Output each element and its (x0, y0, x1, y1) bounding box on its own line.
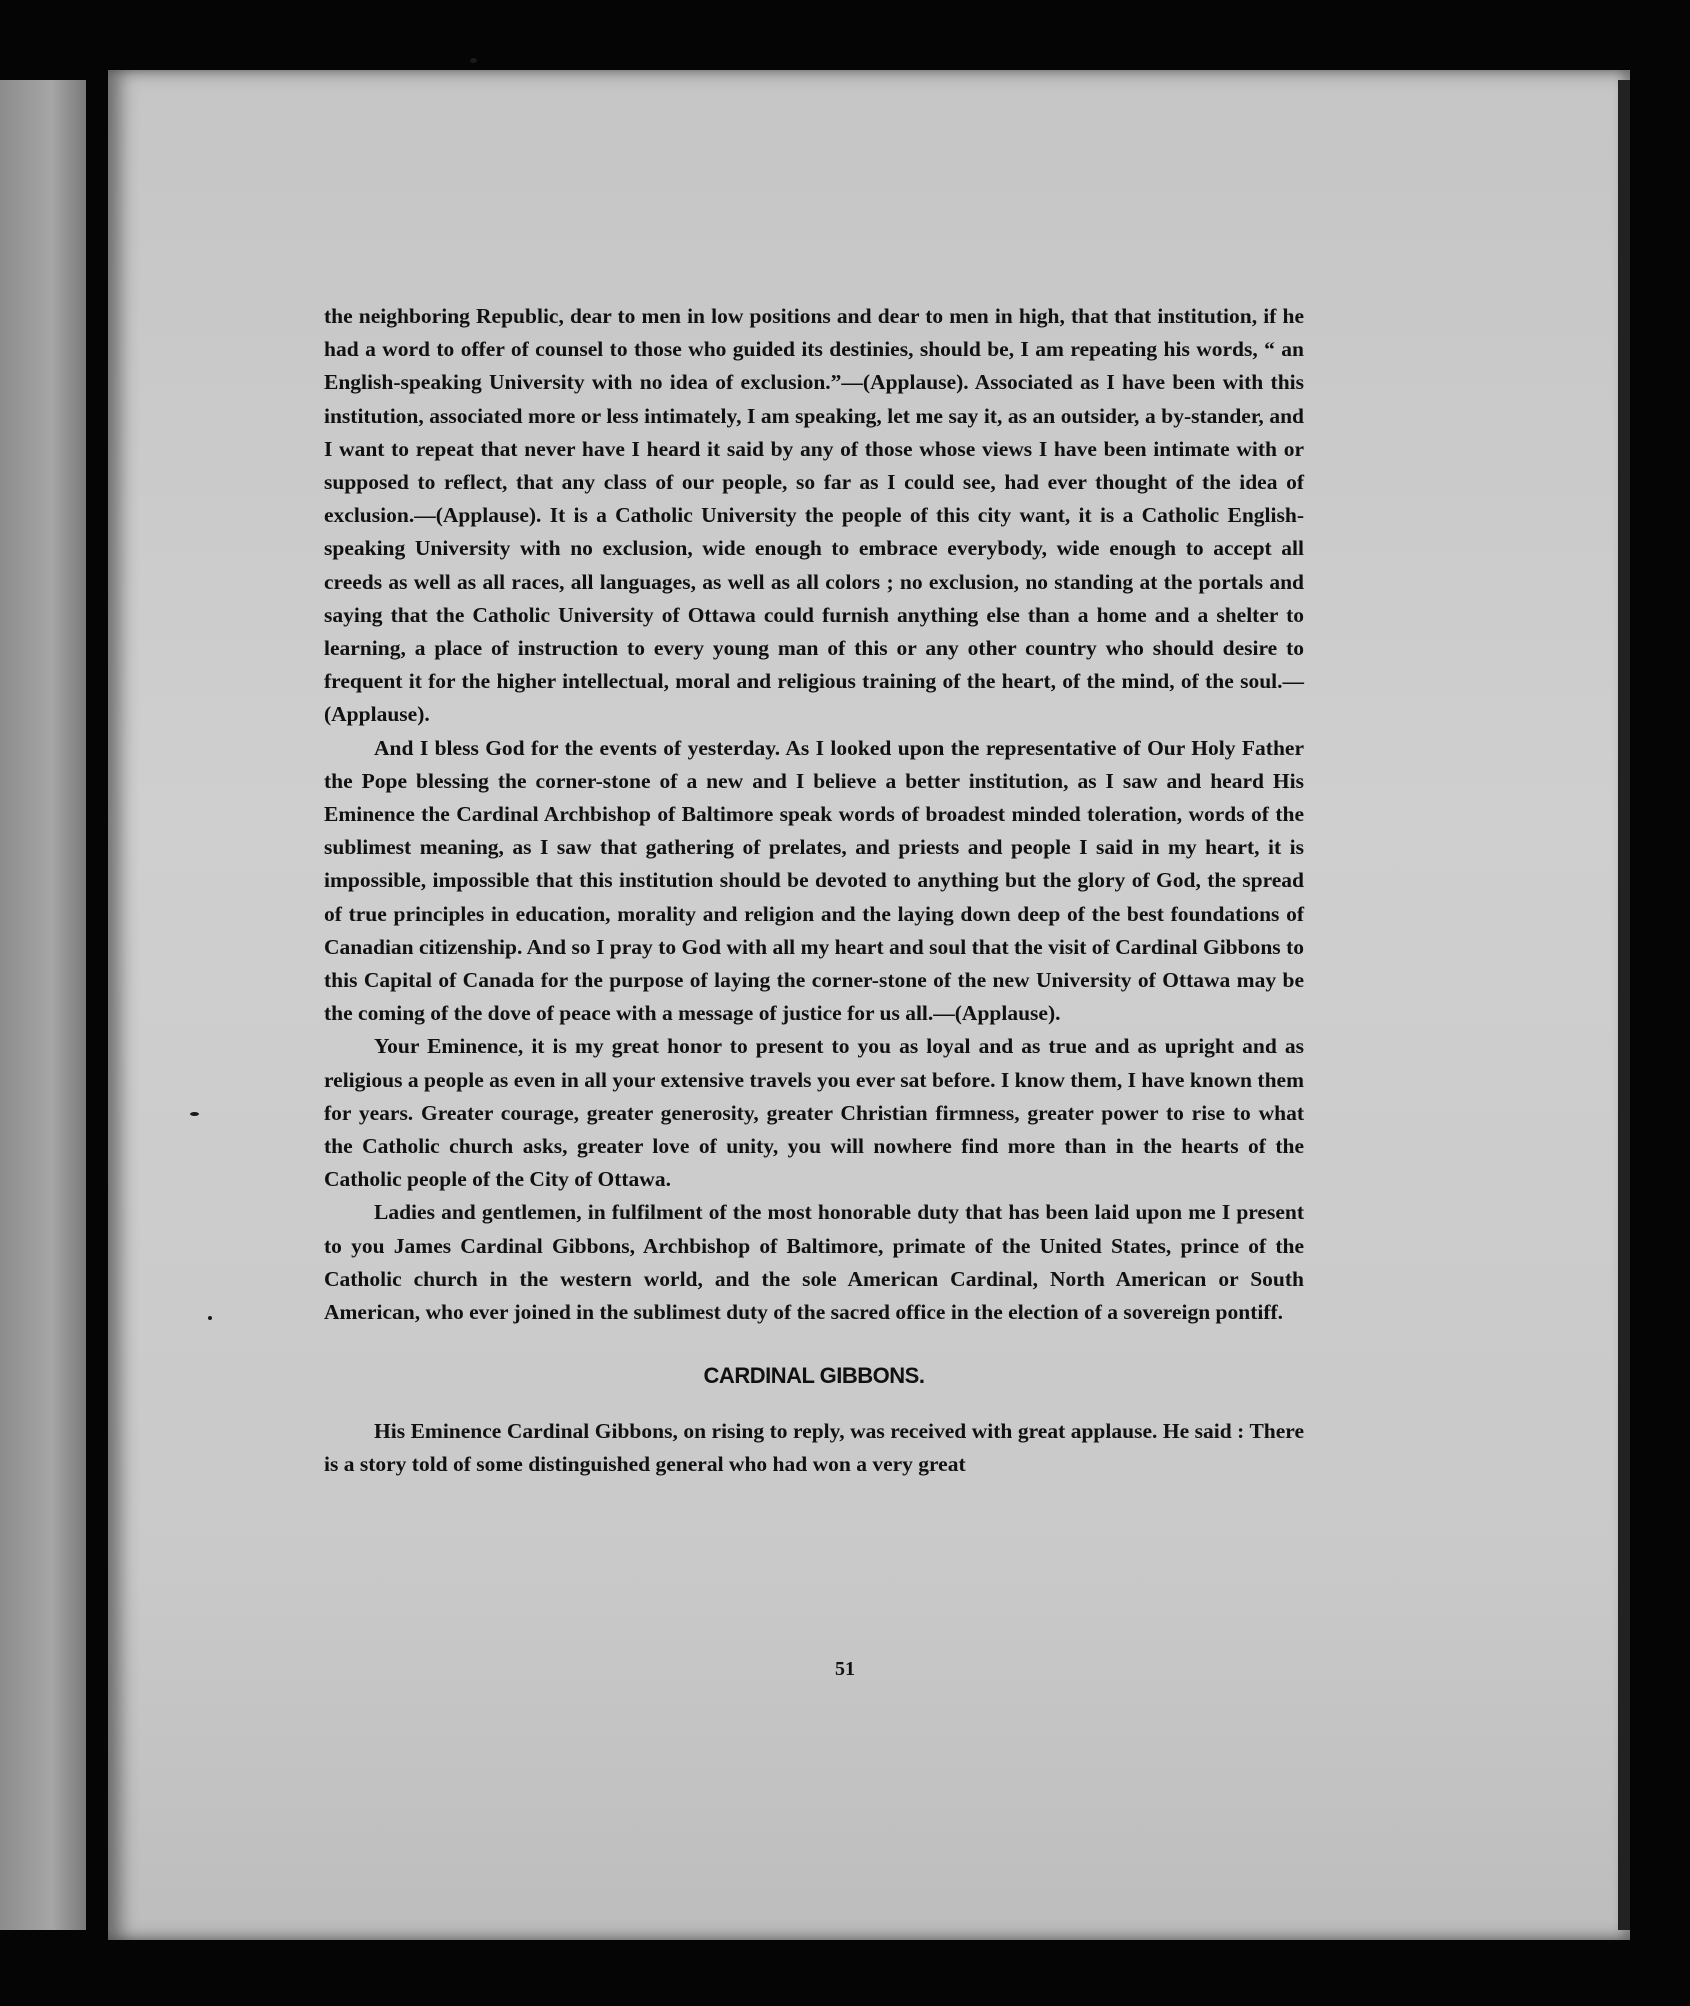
page-number: 51 (835, 1658, 855, 1680)
scan-speck (190, 1112, 199, 1116)
paragraph-1: the neighboring Republic, dear to men in low positions and dear to men in high, that that institution, if he had a word to offer of counsel to those who guided its destinies, should be, I am repeating his words, “ an English-speaking University with no idea of exclusion.”—(Applause). Associated as I have been with this institution, associated more or less intimately, I am speaking, let me say it, as an outsider, a by-stander, and I want to repeat that never have I heard it said by any of those whose views I have been intimate with or supposed to reflect, that any class of our people, so far as I could see, had ever thought of the idea of exclusion.—(Applause). It is a Catholic University the people of this city want, it is a Catholic English-speaking University with no exclusion, wide enough to embrace everybody, wide enough to accept all creeds as well as all races, all languages, as well as all colors ; no exclusion, no standing at the portals and saying that the Catholic University of Ottawa could furnish anything else than a home and a shelter to learning, a place of instruction to every young man of this or any other country who should desire to frequent it for the higher intellectual, moral and religious training of the heart, of the mind, of the soul.—(Applause). (324, 304, 1304, 727)
paragraph-3: Your Eminence, it is my great honor to present to you as loyal and as true and as upright and as religious a people as even in all your extensive travels you ever sat before. I know them, I have known them for years. Greater courage, greater generosity, greater Christian firmness, greater power to rise to what the Catholic church asks, greater love of unity, you will nowhere find more than in the hearts of the Catholic people of the City of Ottawa. (324, 1034, 1304, 1192)
page-body-text (324, 300, 1304, 1481)
page-binding-edge (1618, 80, 1630, 1930)
paragraph-2: And I bless God for the events of yesterday. As I looked upon the representative of Our Holy Father the Pope blessing the corner-stone of a new and I believe a better institution, as I saw and heard His Eminence the Cardinal Archbishop of Baltimore speak words of broadest minded toleration, words of the sublimest meaning, as I saw that gathering of prelates, and priests and people I said in my heart, it is impossible, impossible that this institution should be devoted to anything but the glory of God, the spread of true principles in education, morality and religion and the laying down deep of the best foundations of Canadian citizenship. And so I pray to God with all my heart and soul that the visit of Cardinal Gibbons to this Capital of Canada for the purpose of laying the corner-stone of the new University of Ottawa may be the coming of the dove of peace with a message of justice for us all.—(Applause). (324, 735, 1304, 1026)
scan-speck (208, 1316, 212, 1320)
section-heading: CARDINAL GIBBONS. (703, 1363, 925, 1389)
scan-speck (470, 58, 477, 63)
paragraph-5: His Eminence Cardinal Gibbons, on rising to reply, was received with great applause. He said : There is a story told of some distinguished general who had won a very great (324, 1418, 1304, 1476)
paragraph-4: Ladies and gentlemen, in fulfilment of the most honorable duty that has been laid upon me I present to you James Cardinal Gibbons, Archbishop of Baltimore, primate of the United States, prince of the Catholic church in the western world, and the sole American Cardinal, North American or South American, who ever joined in the sublimest duty of the sacred office in the election of a sovereign pontiff. (324, 1200, 1304, 1325)
adjacent-page-edge (0, 80, 86, 1930)
